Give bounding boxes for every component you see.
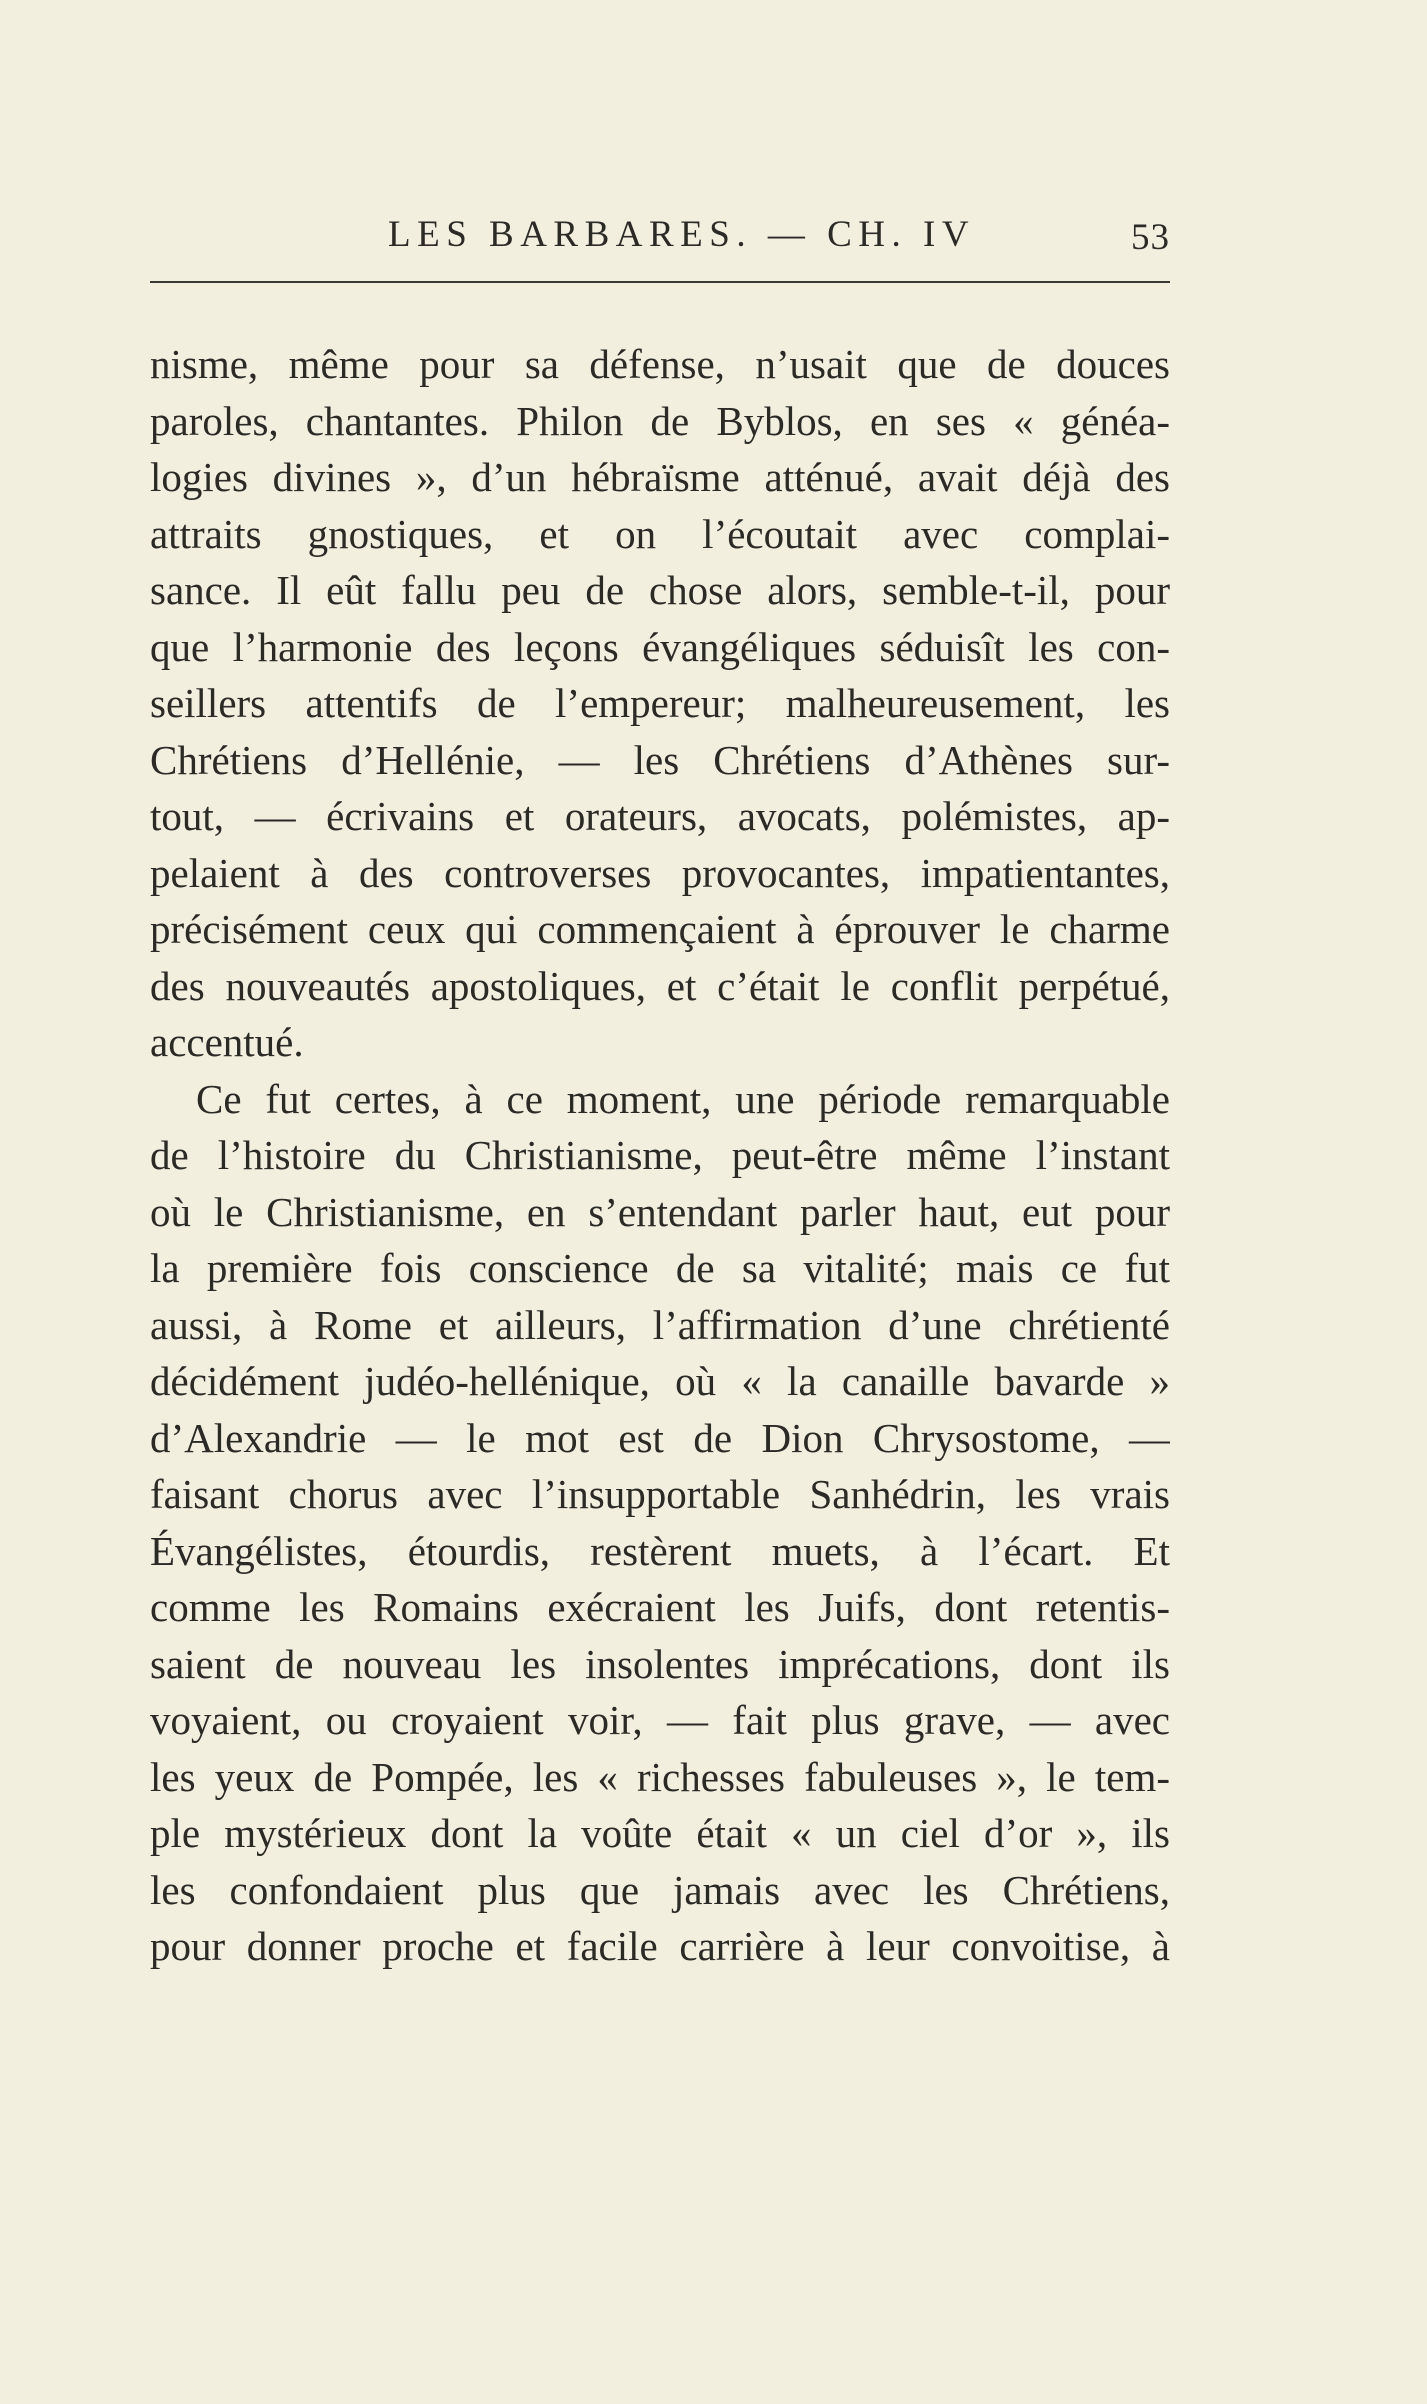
paragraph-1 xyxy=(150,336,1170,1071)
text-line: tout, — écrivains et orateurs, avocats, polémistes, ap- xyxy=(150,793,1170,839)
text-line: comme les Romains exécraient les Juifs, dont retentis- xyxy=(150,1584,1170,1630)
text-line: sance. Il eût fallu peu de chose alors, semble-t-il, pour xyxy=(150,567,1170,613)
text-line: d’Alexandrie — le mot est de Dion Chrysostome, — xyxy=(150,1414,1170,1461)
text-line: de l’histoire du Christianisme, peut-être même l’instant xyxy=(150,1132,1170,1178)
text-line: pelaient à des controverses provocantes, impatientantes, xyxy=(150,849,1170,896)
text-line: aussi, à Rome et ailleurs, l’affirmation d’une chrétienté xyxy=(150,1301,1170,1348)
text-line: attraits gnostiques, et on l’écoutait avec complai- xyxy=(150,510,1170,557)
text-line: voyaient, ou croyaient voir, — fait plus grave, — avec xyxy=(150,1697,1170,1743)
text-line: logies divines », d’un hébraïsme atténué, avait déjà des xyxy=(150,454,1170,500)
paragraph-2 xyxy=(150,1071,1170,1975)
text-line: Ce fut certes, à ce moment, une période remarquable xyxy=(196,1075,1170,1122)
text-line: que l’harmonie des leçons évangéliques séduisît les con- xyxy=(150,623,1170,670)
page-number: 53 xyxy=(1131,217,1170,258)
text-line: la première fois conscience de sa vitalité; mais ce fut xyxy=(150,1245,1170,1291)
text-line: faisant chorus avec l’insupportable Sanhédrin, les vrais xyxy=(150,1471,1170,1517)
text-line: accentué. xyxy=(150,1019,304,1065)
text-line: des nouveautés apostoliques, et c’était le conflit perpétué, xyxy=(150,962,1170,1009)
text-line: ple mystérieux dont la voûte était « un ciel d’or », ils xyxy=(150,1810,1170,1856)
text-line: où le Christianisme, en s’entendant parler haut, eut pour xyxy=(150,1188,1170,1235)
header-rule xyxy=(150,281,1170,283)
text-line: décidément judéo-hellénique, où « la canaille bavarde » xyxy=(150,1358,1170,1404)
text-line: nisme, même pour sa défense, n’usait que de douces xyxy=(150,341,1170,387)
text-line: saient de nouveau les insolentes imprécations, dont ils xyxy=(150,1640,1170,1687)
text-line: Chrétiens d’Hellénie, — les Chrétiens d’Athènes sur- xyxy=(150,736,1170,783)
text-line: les confondaient plus que jamais avec les Chrétiens, xyxy=(150,1866,1170,1913)
text-line: paroles, chantantes. Philon de Byblos, en ses « généa- xyxy=(150,397,1170,444)
body-text xyxy=(150,336,1170,1975)
running-head xyxy=(150,210,1170,260)
text-line: pour donner proche et facile carrière à leur convoitise, à xyxy=(150,1923,1170,1969)
text-line: les yeux de Pompée, les « richesses fabuleuses », le tem- xyxy=(150,1753,1170,1800)
text-line: Évangélistes, étourdis, restèrent muets, à l’écart. Et xyxy=(150,1527,1170,1574)
text-line: précisément ceux qui commençaient à éprouver le charme xyxy=(150,906,1170,952)
text-line: seillers attentifs de l’empereur; malheureusement, les xyxy=(150,680,1170,726)
running-title: LES BARBARES. — CH. IV xyxy=(388,214,976,255)
